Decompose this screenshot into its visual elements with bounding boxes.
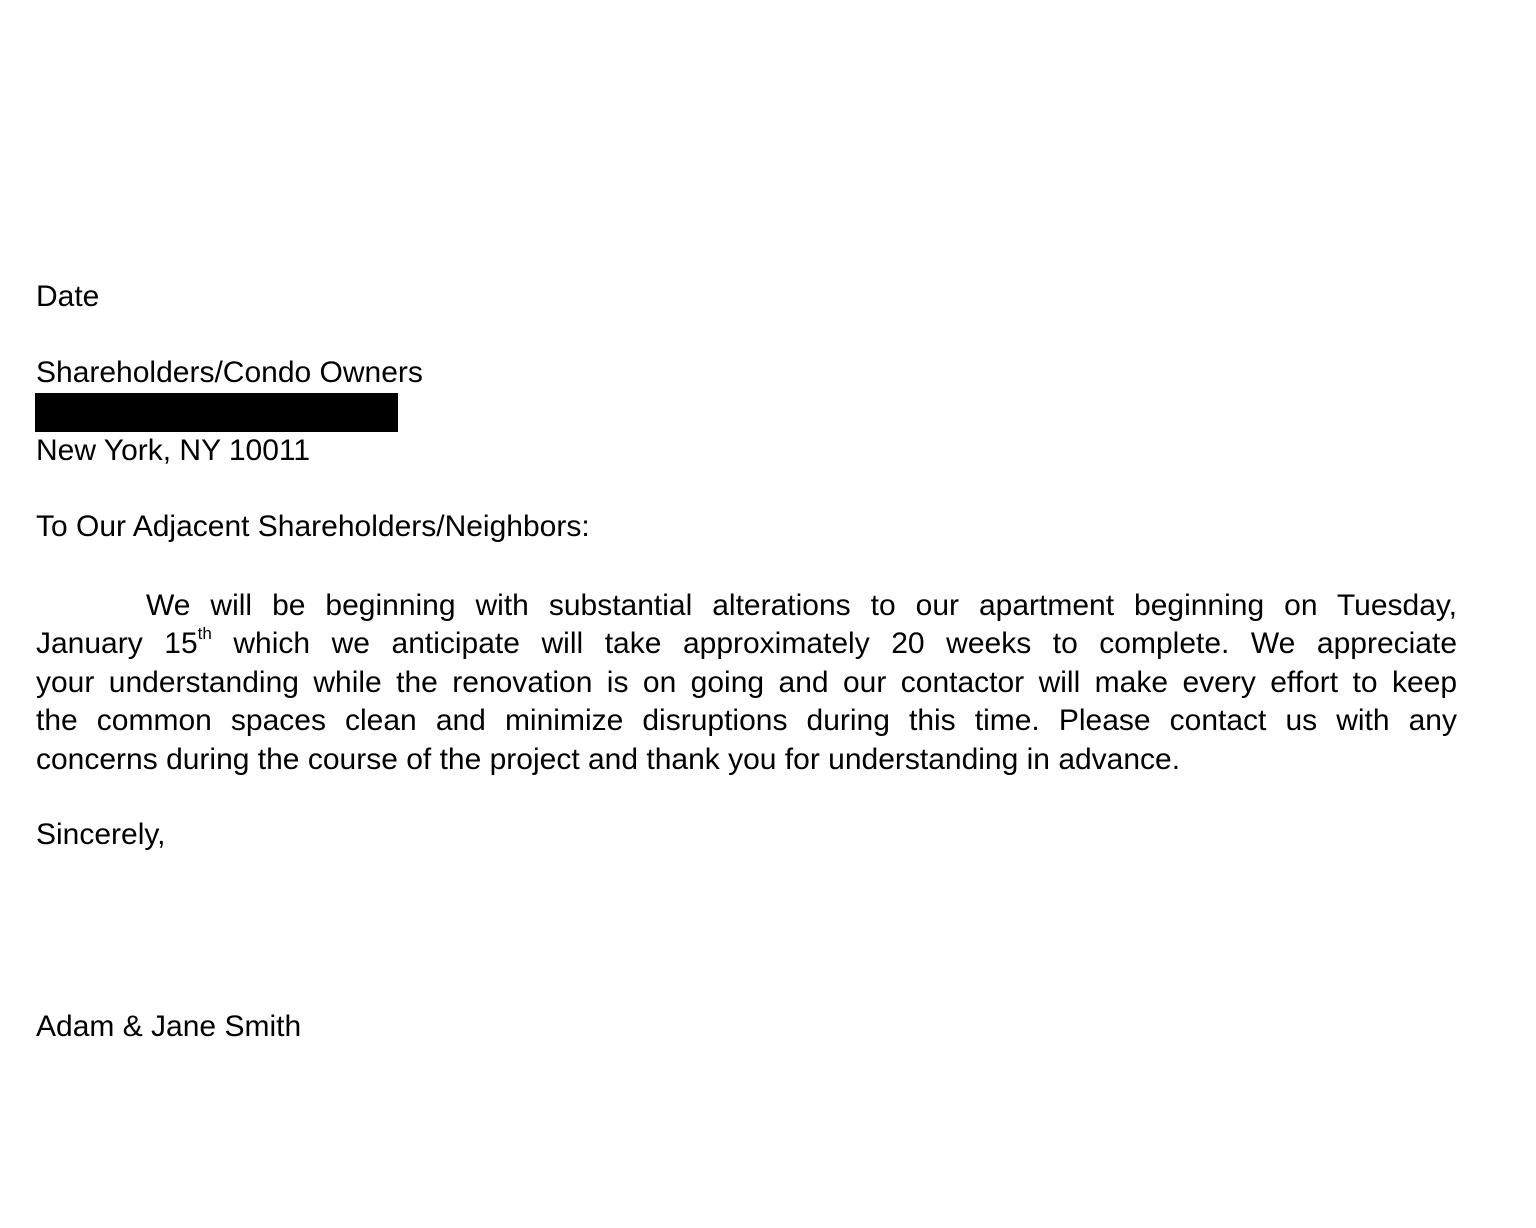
- body-line-3: your understanding while the renovation is on going and our contactor will make every effort to keep: [36, 665, 1457, 699]
- body-line-4: the common spaces clean and minimize disruptions during this time. Please contact us with any: [36, 704, 1457, 738]
- closing: Sincerely,: [36, 818, 166, 851]
- signature-name: Adam & Jane Smith: [36, 1010, 302, 1043]
- body-line-1-text: We will be beginning with substantial alterations to our apartment beginning on Tuesday,: [146, 589, 1457, 622]
- city-line: New York, NY 10011: [36, 434, 311, 467]
- recipient-line: Shareholders/Condo Owners: [36, 356, 423, 389]
- body-line-5: concerns during the course of the project and thank you for understanding in advance.: [36, 742, 1181, 776]
- date-line: Date: [36, 280, 100, 313]
- body-paragraph: [36, 587, 1457, 779]
- ordinal-superscript: th: [197, 624, 212, 644]
- body-line-2-date: January 15: [36, 627, 198, 661]
- salutation: To Our Adjacent Shareholders/Neighbors:: [36, 510, 590, 543]
- body-line-2: [36, 625, 1457, 663]
- body-line-1: [36, 587, 1457, 625]
- body-line-2-text: which we anticipate will take approximately 20 weeks to complete. We appreciate: [211, 627, 1458, 661]
- redacted-address-block: [35, 393, 398, 432]
